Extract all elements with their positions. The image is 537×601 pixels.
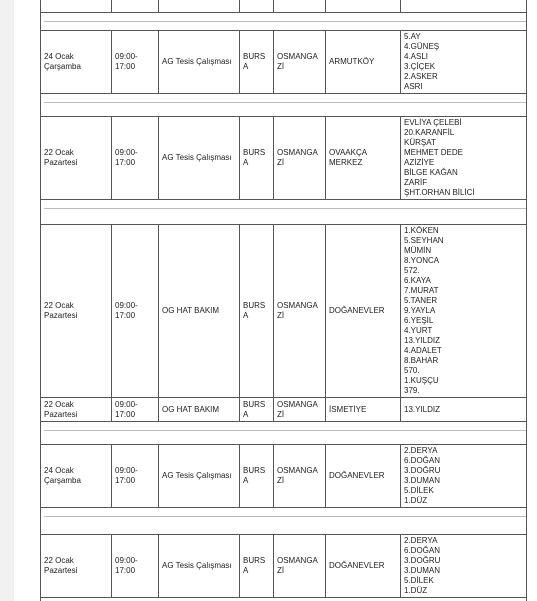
work-type-cell: AG Tesis Çalışması (159, 31, 240, 94)
streets-cell: EVLİYA ÇELEBİ 20.KARANFİL KÜRŞAT MEHMET DEDE AZİZİYE BİLGE KAĞAN ZARİF ŞHT.ORHAN BİLİCİ (401, 117, 527, 200)
work-type-cell: OG HAT BAKIM (159, 225, 240, 398)
date-cell: 22 Ocak Pazartesi (41, 225, 112, 398)
city-cell: BURSA (240, 31, 274, 94)
district-cell: OSMANGAZİ (274, 31, 326, 94)
streets-cell: 2.DERYA 6.DOĞAN 3.DOĞRU 3.DUMAN 5.DİLEK 1.DÜZ (401, 445, 527, 508)
city-cell: BURSA (240, 398, 274, 422)
date-cell: 24 Ocak Çarşamba (41, 31, 112, 94)
date-cell: 22 Ocak Pazartesi (41, 117, 112, 200)
date-cell: 24 Ocak Çarşamba (41, 445, 112, 508)
work-type-cell: AG Tesis Çalışması (159, 535, 240, 598)
table-row (41, 535, 527, 598)
table-row (41, 445, 527, 508)
neighborhood-cell: OVAAKÇA MERKEZ (326, 117, 401, 200)
row-separator (41, 13, 527, 31)
work-type-cell: AG Tesis Çalışması (159, 117, 240, 200)
district-cell: OSMANGAZİ (274, 535, 326, 598)
time-cell: 09:00-17:00 (112, 445, 159, 508)
work-type-cell: AG Tesis Çalışması (159, 445, 240, 508)
city-cell: BURSA (240, 117, 274, 200)
streets-cell: 2.DERYA 6.DOĞAN 3.DOĞRU 3.DUMAN 5.DİLEK 1.DÜZ (401, 535, 527, 598)
neighborhood-cell: İSMETİYE (326, 398, 401, 422)
city-cell: BURSA (240, 535, 274, 598)
city-cell: BURSA (240, 225, 274, 398)
neighborhood-cell: DOĞANEVLER (326, 445, 401, 508)
neighborhood-cell: DOĞANEVLER (326, 535, 401, 598)
table-row (41, 31, 527, 94)
neighborhood-cell: DOĞANEVLER (326, 225, 401, 398)
district-cell: OSMANGAZİ (274, 398, 326, 422)
streets-cell: 5.AY 4.GÜNEŞ 4.ASLI 3.ÇİÇEK 2.ASKER ASRI (401, 31, 527, 94)
table-row (41, 398, 527, 422)
table-row (41, 117, 527, 200)
city-cell: BURSA (240, 445, 274, 508)
time-cell: 09:00-17:00 (112, 117, 159, 200)
row-separator (41, 508, 527, 535)
streets-cell: 13.YILDIZ (401, 398, 527, 422)
table-row-top-stub (41, 0, 527, 13)
row-separator (41, 200, 527, 225)
time-cell: 09:00-17:00 (112, 225, 159, 398)
time-cell: 09:00-17:00 (112, 31, 159, 94)
row-separator (41, 422, 527, 445)
district-cell: OSMANGAZİ (274, 117, 326, 200)
outage-table (40, 0, 527, 601)
streets-cell: 1.KÖKEN 5.SEYHAN MÜMİN 8.YONCA 572. 6.KAYA 7.MURAT 5.TANER 9.YAYLA 6.YEŞİL 4.YURT 13.YILDIZ 4.ADALET 8.BAHAR 570. 1.KUŞÇU 379. (401, 225, 527, 398)
district-cell: OSMANGAZİ (274, 225, 326, 398)
time-cell: 09:00-17:00 (112, 398, 159, 422)
date-cell: 22 Ocak Pazartesi (41, 398, 112, 422)
work-type-cell: OG HAT BAKIM (159, 398, 240, 422)
table-row (41, 225, 527, 398)
district-cell: OSMANGAZİ (274, 445, 326, 508)
time-cell: 09:00-17:00 (112, 535, 159, 598)
scrollbar-track[interactable] (0, 0, 14, 601)
neighborhood-cell: ARMUTKÖY (326, 31, 401, 94)
row-separator (41, 94, 527, 117)
date-cell: 22 Ocak Pazartesi (41, 535, 112, 598)
row-separator (41, 598, 527, 601)
